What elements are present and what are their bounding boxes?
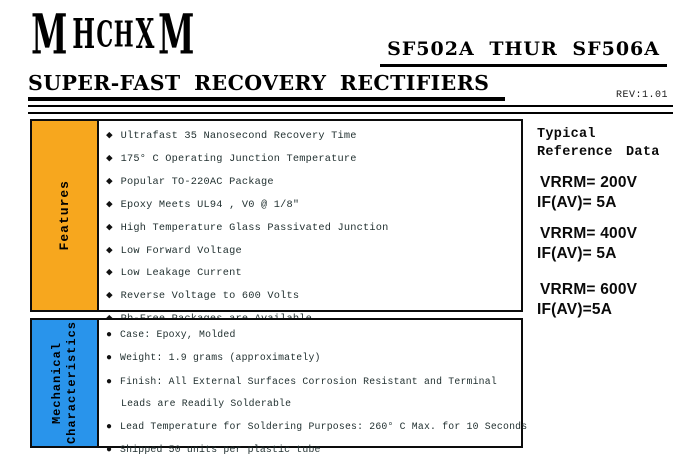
feature-text: Popular TO-220AC Package <box>120 175 274 188</box>
feature-text: Reverse Voltage to 600 Volts <box>120 290 300 303</box>
ifav-value: IF(AV)= 5A <box>537 244 617 262</box>
reference-heading-line1: Typical <box>537 127 596 142</box>
feature-text: High Temperature Glass Passivated Junction <box>120 221 389 234</box>
mechanical-text: Weight: 1.9 grams (approximately) <box>120 352 321 364</box>
circle-bullet-icon: ● <box>106 421 113 433</box>
features-list <box>99 121 521 310</box>
feature-item <box>106 261 521 284</box>
feature-text: Ultrafast 35 Nanosecond Recovery Time <box>120 130 357 142</box>
diamond-bullet-icon: ◆ <box>106 198 113 211</box>
brand-logo <box>26 1 195 67</box>
diamond-bullet-icon: ◆ <box>106 267 113 280</box>
diamond-bullet-icon: ◆ <box>106 175 113 188</box>
ifav-value: IF(AV)=5A <box>537 300 613 318</box>
mechanical-text-continuation: Leads are Readily Solderable <box>121 398 292 410</box>
reference-group <box>537 224 695 263</box>
feature-text: Low Leakage Current <box>120 267 242 280</box>
logo-letter: M <box>31 1 68 67</box>
mechanical-text: Lead Temperature for Soldering Purposes: 260° C Max. for 10 Seconds <box>120 420 528 432</box>
circle-bullet-icon: ● <box>106 353 113 365</box>
mechanical-item <box>106 415 527 438</box>
logo-letter: H <box>71 10 95 59</box>
feature-item <box>106 147 521 170</box>
feature-item <box>106 170 521 193</box>
mechanical-label-line2: Characteristics <box>65 321 79 445</box>
vrrm-value: VRRM= 400V <box>540 225 638 242</box>
features-label: Features <box>57 180 72 251</box>
feature-item <box>106 193 521 216</box>
mechanical-list <box>99 320 528 457</box>
mechanical-text: Finish: All External Surfaces Corrosion Resistant and Terminal <box>120 375 497 387</box>
diamond-bullet-icon: ◆ <box>106 221 113 234</box>
vrrm-value: VRRM= 600V <box>540 281 638 298</box>
logo-letter: H <box>114 14 135 56</box>
feature-text: Low Forward Voltage <box>120 244 242 257</box>
reference-group <box>537 173 695 212</box>
mechanical-item <box>106 346 527 369</box>
ifav-value: IF(AV)= 5A <box>537 193 617 211</box>
mechanical-label-line1: Mechanical <box>50 341 64 424</box>
circle-bullet-icon: ● <box>106 445 113 457</box>
header-divider <box>28 105 673 114</box>
feature-item <box>106 124 521 147</box>
typical-reference-data <box>537 126 695 319</box>
reference-heading-line2: Reference Data <box>537 145 660 160</box>
part-number-title: SF502A THUR SF506A <box>380 38 667 67</box>
mechanical-item <box>106 438 527 461</box>
vrrm-value: VRRM= 200V <box>540 174 638 191</box>
feature-item <box>106 216 521 239</box>
circle-bullet-icon: ● <box>106 376 113 388</box>
mechanical-text: Shipped 50 units per plastic tube <box>120 444 321 456</box>
feature-text: 175° C Operating Junction Temperature <box>120 152 357 165</box>
logo-letter: M <box>157 1 195 67</box>
diamond-bullet-icon: ◆ <box>106 290 113 303</box>
feature-text: Epoxy Meets UL94 , V0 @ 1/8″ <box>120 198 300 211</box>
mechanical-item <box>106 370 527 415</box>
reference-group <box>537 280 695 319</box>
revision-label: REV:1.01 <box>615 90 668 101</box>
mechanical-text: Case: Epoxy, Molded <box>120 329 236 340</box>
features-section <box>30 119 523 312</box>
reference-groups <box>537 173 695 319</box>
logo-letter: X <box>135 10 155 59</box>
features-label-cell <box>32 121 99 310</box>
diamond-bullet-icon: ◆ <box>106 130 113 142</box>
feature-item <box>106 284 521 307</box>
mechanical-section <box>30 318 528 457</box>
diamond-bullet-icon: ◆ <box>106 244 113 257</box>
logo-letter: C <box>96 14 113 56</box>
diamond-bullet-icon: ◆ <box>106 152 113 165</box>
mechanical-label-cell <box>32 320 99 446</box>
feature-item <box>106 239 521 262</box>
circle-bullet-icon: ● <box>106 330 113 341</box>
page-title: SUPER-FAST RECOVERY RECTIFIERS <box>28 71 505 101</box>
mechanical-item <box>106 323 527 346</box>
